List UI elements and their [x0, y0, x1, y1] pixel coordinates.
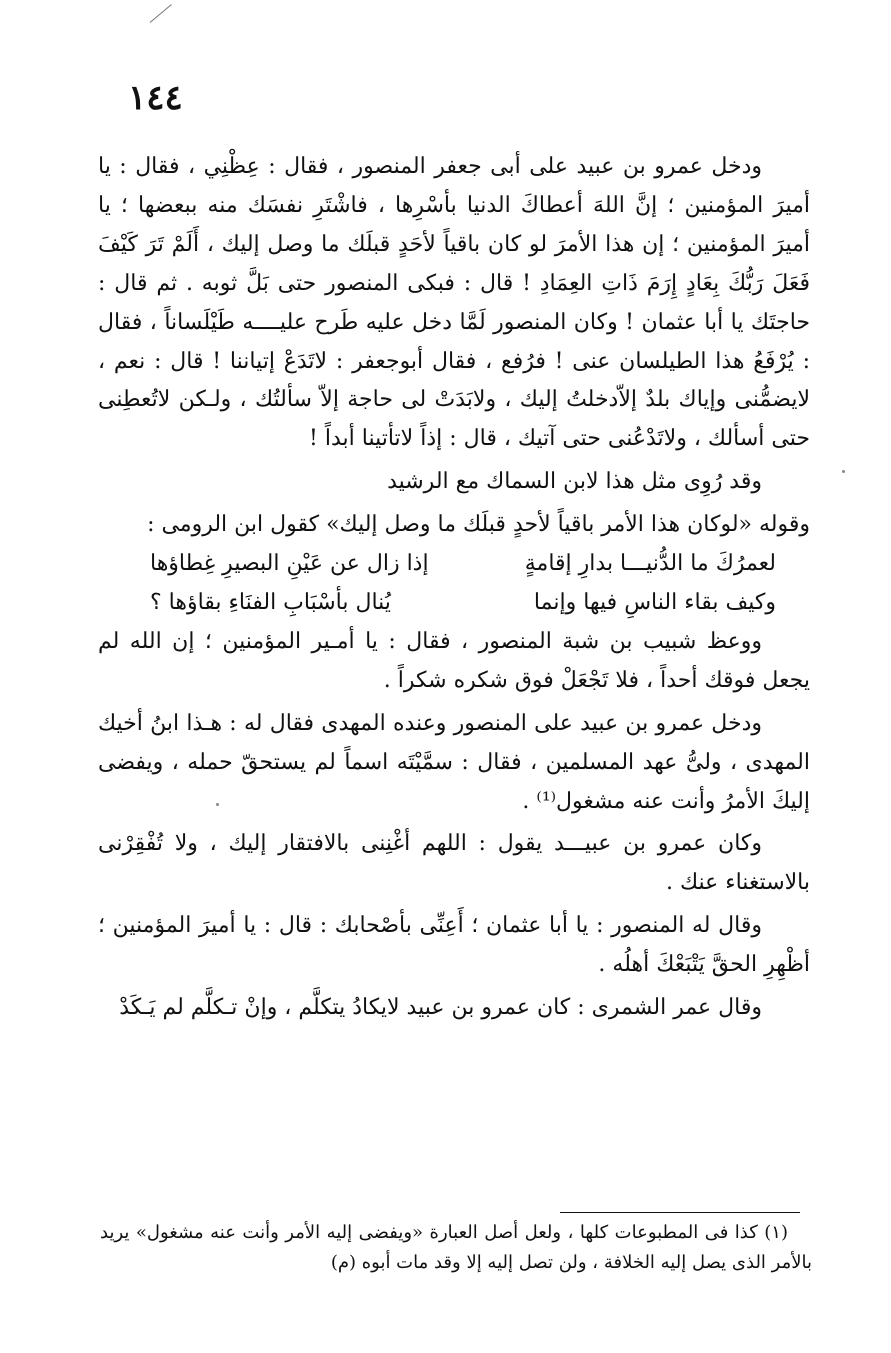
poem-verse — [98, 584, 810, 623]
paragraph: وقال عمر الشمرى : كان عمرو بن عبيد لايكادُ يتكلَّم ، وإنْ تـكلَّم لم يَـكَدْ — [119, 995, 762, 1021]
footnote-separator — [560, 1212, 800, 1213]
paragraph: وكان عمرو بن عبيـــد يقول : اللهم أغْنِنى بالافتقار إليك ، ولا تُفْقِرْنى بالاستغناء عنك . — [98, 831, 810, 896]
paragraph: ودخل عمرو بن عبيد على المنصور وعنده المهدى فقال له : هـذا ابنُ أخيك المهدى ، ولىُّ عهد المسلمين ، فقال : سمَّيْتَه اسماً لم يستحقّ حمله ، ويفضى إليكَ الأمرُ وأنت عنه مشغول⁽¹⁾ . — [98, 710, 810, 814]
footnote: (١) كذا فى المطبوعات كلها ، ولعل أصل العبارة «ويفضى إليه الأمر وأنت عنه مشغول» يريد بالأمر الذى يصل إليه الخلافة ، ولن تصل إليه إلا وقد مات أبوه (م) — [100, 1222, 812, 1273]
verse-second-hemistich: إذا زال عن عَيْنِ البصيرِ غِطاؤها — [150, 551, 429, 577]
footnotes — [100, 1218, 812, 1278]
scan-mark — [150, 4, 172, 23]
verse-first-hemistich: وكيف بقاء الناسِ فيها وإنما — [533, 589, 776, 615]
page-number: ١٤٤ — [128, 78, 183, 118]
paragraph: ووعظ شبيب بن شبة المنصور ، فقال : يا أمـير المؤمنين ؛ إن الله لم يجعل فوقك أحداً ، فلا تَجْعَلْ فوق شكره شكراً . — [98, 628, 810, 693]
paragraph: وقد رُوِى مثل هذا لابن السماك مع الرشيد — [387, 469, 762, 495]
verse-first-hemistich: لعمرُكَ ما الدُّنيـــا بدارِ إقامةٍ — [524, 551, 776, 577]
verse-second-hemistich: يُنال بأسْبَابِ الفنَاءِ بقاؤها ؟ — [150, 589, 391, 615]
scan-speck — [216, 803, 219, 806]
paragraph: وقوله «لوكان هذا الأمر باقياً لأحدٍ قبلَك ما وصل إليك» كقول ابن الرومى : — [147, 512, 810, 538]
scan-speck — [842, 470, 845, 473]
main-text — [98, 148, 810, 1028]
paragraph: وقال له المنصور : يا أبا عثمان ؛ أَعِنِّى بأصْحابك : قال : يا أميرَ المؤمنين ؛ أظْهِرِ الحقَّ يَتْبَعْكَ أهلُه . — [98, 913, 810, 978]
poem-verse — [98, 545, 810, 584]
paragraph: ودخل عمرو بن عبيد على أبى جعفر المنصور ، فقال : عِظْنِي ، فقال : يا أميرَ المؤمنين ؛ إنَّ اللهَ أعطاكَ الدنيا بأسْرِها ، فاشْتَرِ نفسَك منه ببعضها ؛ يا أميرَ المؤمنين ؛ إن هذا الأمرَ لو كان باقياً لأحَدٍ قبلَك ما وصل إليك ، أَلَمْ تَرَ كَيْفَ فَعَلَ رَبُّكَ بِعَادٍ إِرَمَ ذَاتِ العِمَادِ ! قال : فبكى المنصور حتى بَلَّ ثوبه . ثم قال : حاجتَك يا أبا عثمان ! وكان المنصور لَمَّا دخل عليه طَرح عليــــه طَيْلَساناً ، فقال : يُرْفَعُ هذا الطيلسان عنى ! فرُفع ، فقال أبوجعفر : لاتَدَعْ إتياننا ! قال : نعم ، لايضمُّنى وإياك بلدٌ إلاّدخلتُ إليك ، ولابَدَتْ لى حاجة إلاّ سألتُك ، ولـكن لاتُعطِنى حتى أسألك ، ولاتَدْعُنى حتى آتيك ، قال : إذاً لاتأتينا أبداً ! — [98, 154, 810, 452]
